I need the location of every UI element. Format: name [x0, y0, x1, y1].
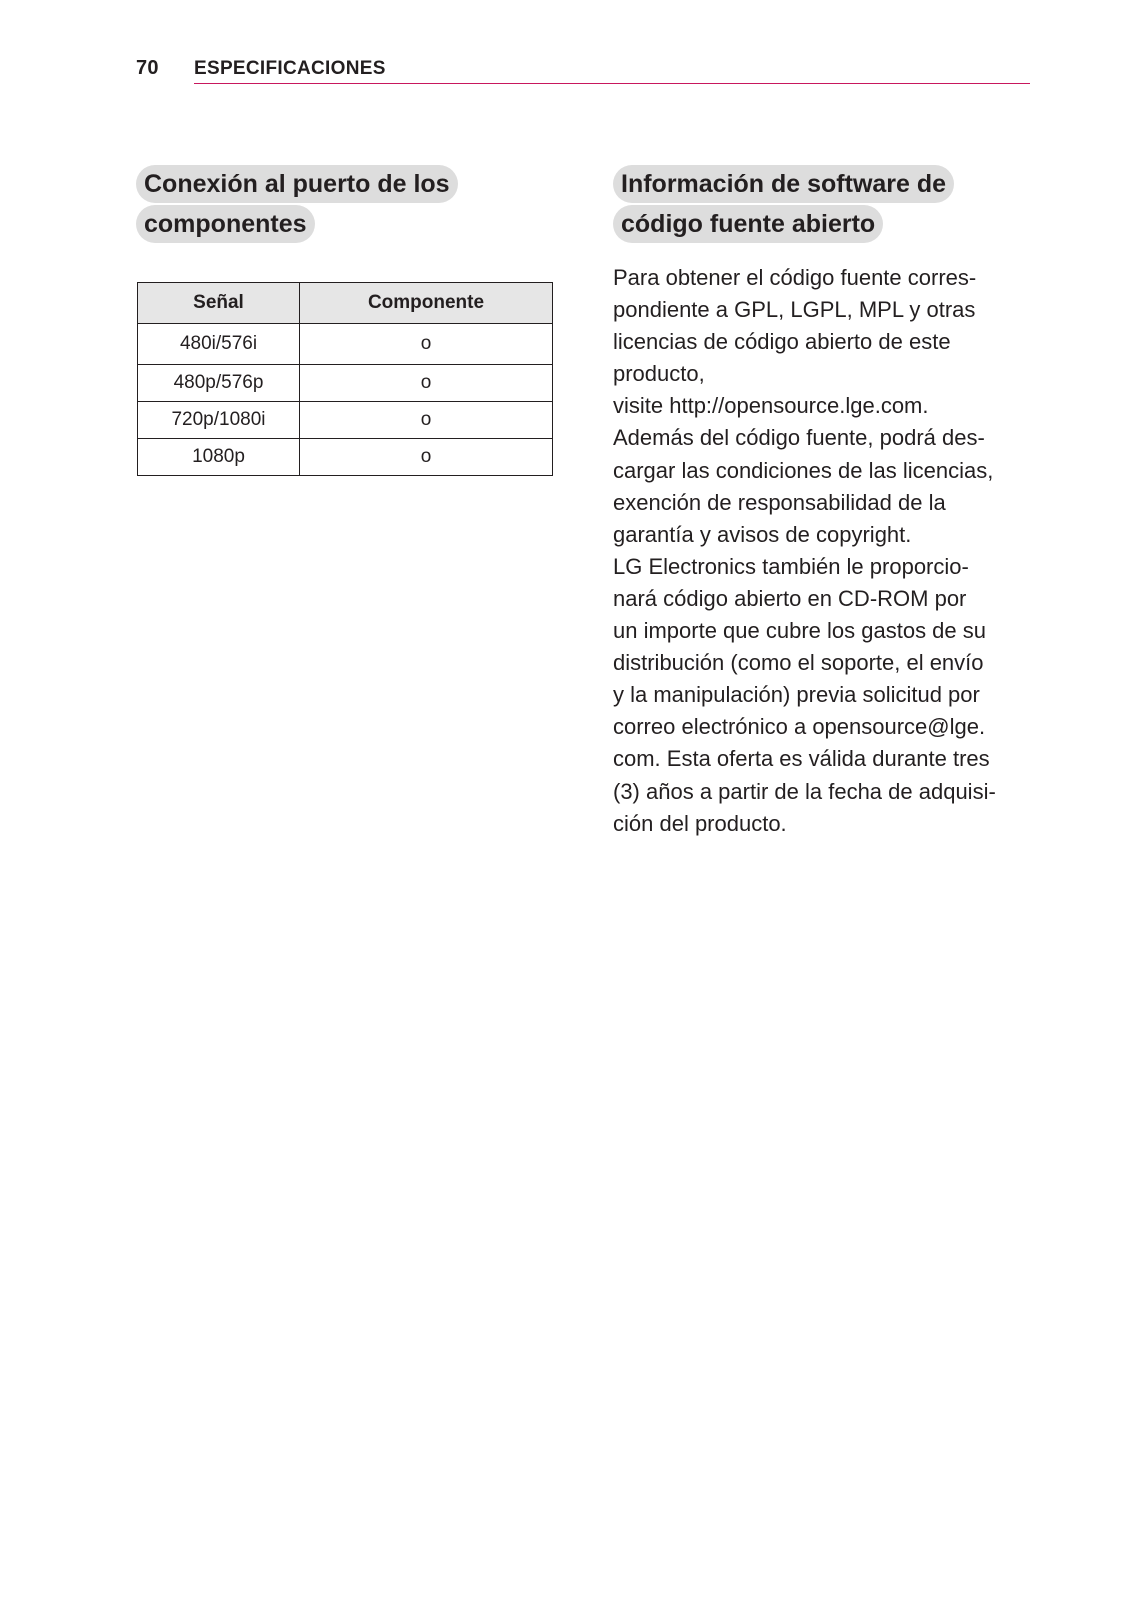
header-rule: [194, 83, 1030, 84]
paragraph-line: ción del producto.: [613, 810, 787, 836]
column-header-signal: Señal: [138, 283, 300, 324]
paragraph-line: correo electrónico a opensource@lge.: [613, 714, 986, 740]
header-title: ESPECIFICACIONES: [194, 58, 386, 79]
component-port-heading: [136, 164, 458, 244]
paragraph-line: distribución (como el soporte, el envío: [613, 650, 984, 676]
table-row: [138, 439, 553, 476]
heading-line: componentes: [136, 205, 315, 243]
signal-table: [137, 282, 553, 476]
signal-cell: 720p/1080i: [138, 402, 300, 439]
table-row: [138, 365, 553, 402]
heading-line: Información de software de: [613, 165, 954, 203]
paragraph-line: pondiente a GPL, LGPL, MPL y otras: [613, 297, 976, 323]
heading-line: Conexión al puerto de los: [136, 165, 458, 203]
table-row: [138, 324, 553, 365]
signal-cell: 1080p: [138, 439, 300, 476]
open-source-heading: [613, 164, 954, 244]
paragraph-line: licencias de código abierto de este: [613, 329, 951, 355]
component-cell: o: [300, 365, 553, 402]
paragraph-line: un importe que cubre los gastos de su: [613, 618, 987, 644]
heading-line: código fuente abierto: [613, 205, 883, 243]
paragraph-line: nará código abierto en CD-ROM por: [613, 585, 967, 611]
component-cell: o: [300, 402, 553, 439]
paragraph-line: LG Electronics también le proporcio-: [613, 553, 969, 579]
paragraph-line: producto,: [613, 361, 705, 387]
paragraph-line: y la manipulación) previa solicitud por: [613, 682, 980, 708]
signal-cell: 480p/576p: [138, 365, 300, 402]
paragraph-line: cargar las condiciones de las licencias,: [613, 457, 994, 483]
open-source-paragraph: [613, 262, 1023, 840]
paragraph-line: garantía y avisos de copyright.: [613, 521, 912, 547]
component-cell: o: [300, 439, 553, 476]
component-cell: o: [300, 324, 553, 365]
paragraph-line: Además del código fuente, podrá des-: [613, 425, 985, 451]
table-row: [138, 402, 553, 439]
paragraph-line: com. Esta oferta es válida durante tres: [613, 746, 990, 772]
paragraph-line: visite http://opensource.lge.com.: [613, 393, 929, 419]
page-number: 70: [136, 57, 159, 79]
column-header-component: Componente: [300, 283, 553, 324]
table-header-row: [138, 283, 553, 324]
paragraph-line: exención de responsabilidad de la: [613, 489, 946, 515]
paragraph-line: (3) años a partir de la fecha de adquisi-: [613, 778, 996, 804]
paragraph-line: Para obtener el código fuente corres-: [613, 265, 977, 290]
signal-cell: 480i/576i: [138, 324, 300, 365]
